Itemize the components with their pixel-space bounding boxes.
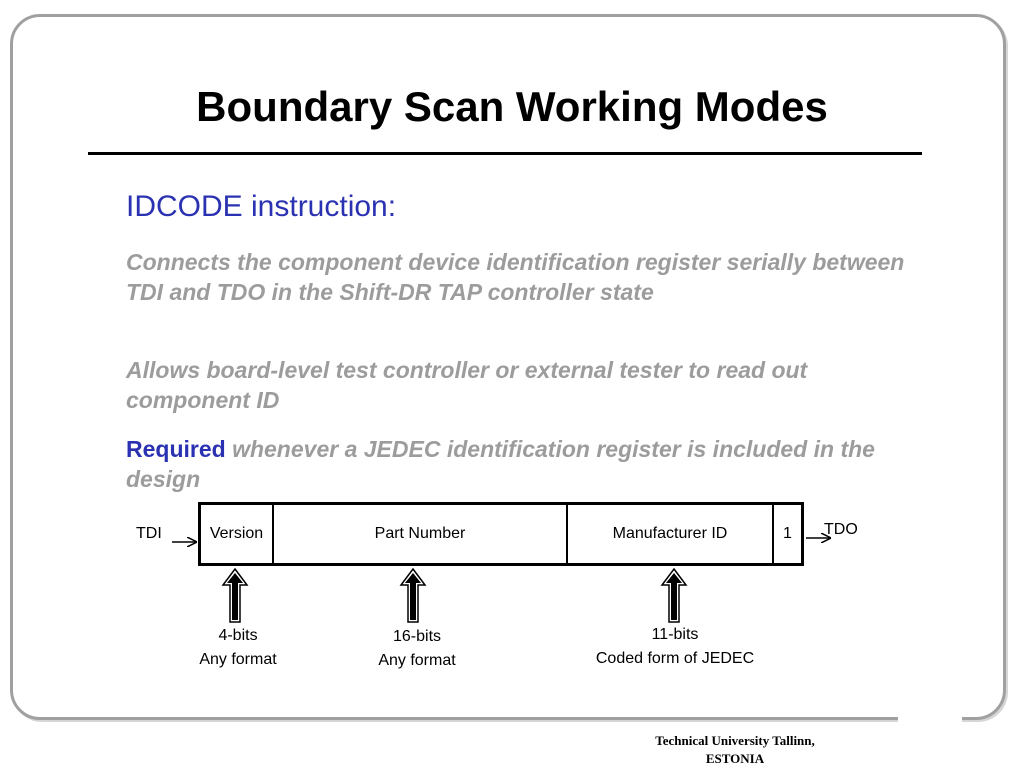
footer-line2: ESTONIA (705, 751, 765, 766)
manufacturer-bits: 11-bits (651, 626, 699, 643)
slide-title: Boundary Scan Working Modes (196, 83, 828, 130)
required-emphasis: Required (126, 436, 226, 462)
version-description (178, 624, 298, 672)
manufacturer-up-arrow-icon (662, 569, 686, 622)
version-bits: 4-bits (218, 627, 258, 644)
subtitle: IDCODE instruction: (126, 190, 397, 223)
footer-line1: Technical University Tallinn, (655, 733, 815, 748)
version-up-arrow-icon (223, 569, 247, 622)
part-number-bits: 16-bits (392, 628, 442, 645)
tdo-label: TDO (824, 521, 858, 538)
required-rest: whenever a JEDEC identification register is included in the design (126, 436, 875, 492)
tdi-label: TDI (136, 525, 162, 542)
part-number-field: Part Number (274, 505, 568, 563)
paragraph-connects: Connects the component device identification register serially between TDI and TDO in the Shift-DR TAP controller state (126, 249, 905, 305)
part-number-description (347, 625, 487, 673)
lsb-field: 1 (783, 525, 792, 542)
manufacturer-description (565, 623, 785, 671)
paragraph-allows: Allows board-level test controller or external tester to read out component ID (126, 357, 808, 413)
manufacturer-format: Coded form of JEDEC (595, 650, 755, 667)
footer-affiliation (610, 732, 860, 768)
part-number-format: Any format (378, 652, 456, 669)
version-format: Any format (199, 651, 277, 668)
part-number-up-arrow-icon (401, 569, 425, 622)
manufacturer-id-field: Manufacturer ID (568, 505, 774, 563)
version-field: Version (201, 505, 274, 563)
